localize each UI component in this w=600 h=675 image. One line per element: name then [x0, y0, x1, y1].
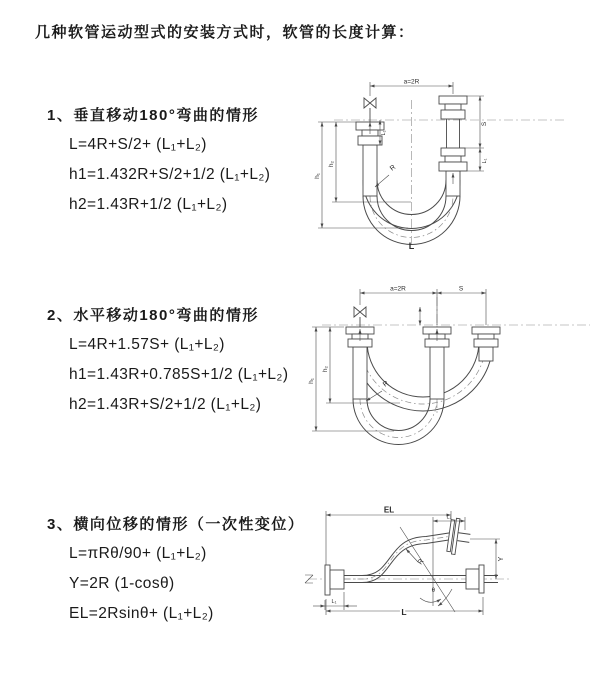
section-heading: 2、水平移动180°弯曲的情形	[47, 307, 259, 324]
dim-label-r: R	[388, 163, 398, 173]
dim-label-h1: h₁	[308, 378, 315, 384]
diagram-vertical-u-bend	[312, 74, 584, 252]
dim-label-l1-right: L₁	[482, 158, 488, 164]
dim-label-l1-top: L₁	[446, 514, 452, 521]
section-vertical-movement	[47, 104, 270, 216]
section-heading: 3、横向位移的情形（一次性变位）	[47, 516, 305, 533]
section-horizontal-movement	[47, 304, 288, 416]
formula-line: h2=1.43R+1/2 (L₁+L₂)	[69, 196, 228, 213]
radius-callout	[366, 380, 390, 401]
formula-line: L=4R+1.57S+ (L₁+L₂)	[69, 336, 225, 353]
diagram-horizontal-u-bend	[308, 281, 596, 456]
right-pipe	[447, 119, 460, 148]
dim-label-y: Y	[498, 556, 505, 562]
dim-label-l1-left: L₁	[381, 130, 387, 136]
dimension-lines	[308, 286, 486, 432]
dimension-lines	[313, 506, 505, 618]
left-flange	[325, 565, 344, 595]
formula-line: h1=1.432R+S/2+1/2 (L₁+L₂)	[69, 166, 271, 183]
dim-label-h2: h₂	[322, 365, 329, 373]
dim-label-el: EL	[383, 505, 395, 515]
formula-line: EL=2Rsinθ+ (L₁+L₂)	[69, 605, 214, 622]
dim-label-span: a=2R	[403, 78, 420, 86]
dim-label-s: S	[458, 285, 464, 293]
dim-label-l: L	[408, 241, 415, 251]
dim-label-l1-bottom: L₁	[331, 599, 337, 605]
dim-label-r: R	[416, 557, 426, 567]
right-flange	[472, 327, 500, 347]
dim-label-r: R	[381, 379, 391, 389]
valve-icon	[364, 98, 376, 122]
right-flange-lower	[439, 148, 467, 171]
formula-line: h1=1.43R+0.785S+1/2 (L₁+L₂)	[69, 366, 289, 383]
dim-label-theta: θ	[431, 588, 435, 594]
formula-line: L=4R+S/2+ (L₁+L₂)	[69, 136, 207, 153]
diagram-lateral-displacement	[300, 502, 600, 650]
dim-label-span: a=2R	[390, 285, 406, 293]
formula-line: L=πRθ/90+ (L₁+L₂)	[69, 545, 207, 562]
section-lateral-displacement	[47, 513, 304, 625]
dim-label-s: S	[481, 121, 488, 127]
right-flange-upper	[439, 96, 467, 119]
upper-right-flange	[447, 518, 473, 557]
theta-angle-marks	[420, 588, 452, 606]
page-title: 几种软管运动型式的安装方式时，软管的长度计算：	[35, 24, 415, 41]
construction-lines	[400, 514, 455, 612]
valve-icon	[354, 307, 366, 327]
formula-line: Y=2R (1-cosθ)	[69, 575, 175, 592]
hose-arcs	[353, 341, 493, 445]
dim-label-h2: h₂	[328, 160, 335, 168]
dim-label-l: L	[401, 607, 407, 617]
radius-callout	[375, 164, 397, 187]
section-heading: 1、垂直移动180°弯曲的情形	[47, 107, 259, 124]
formula-line: h2=1.43R+S/2+1/2 (L₁+L₂)	[69, 396, 262, 413]
dim-label-h1: h₁	[314, 173, 321, 179]
